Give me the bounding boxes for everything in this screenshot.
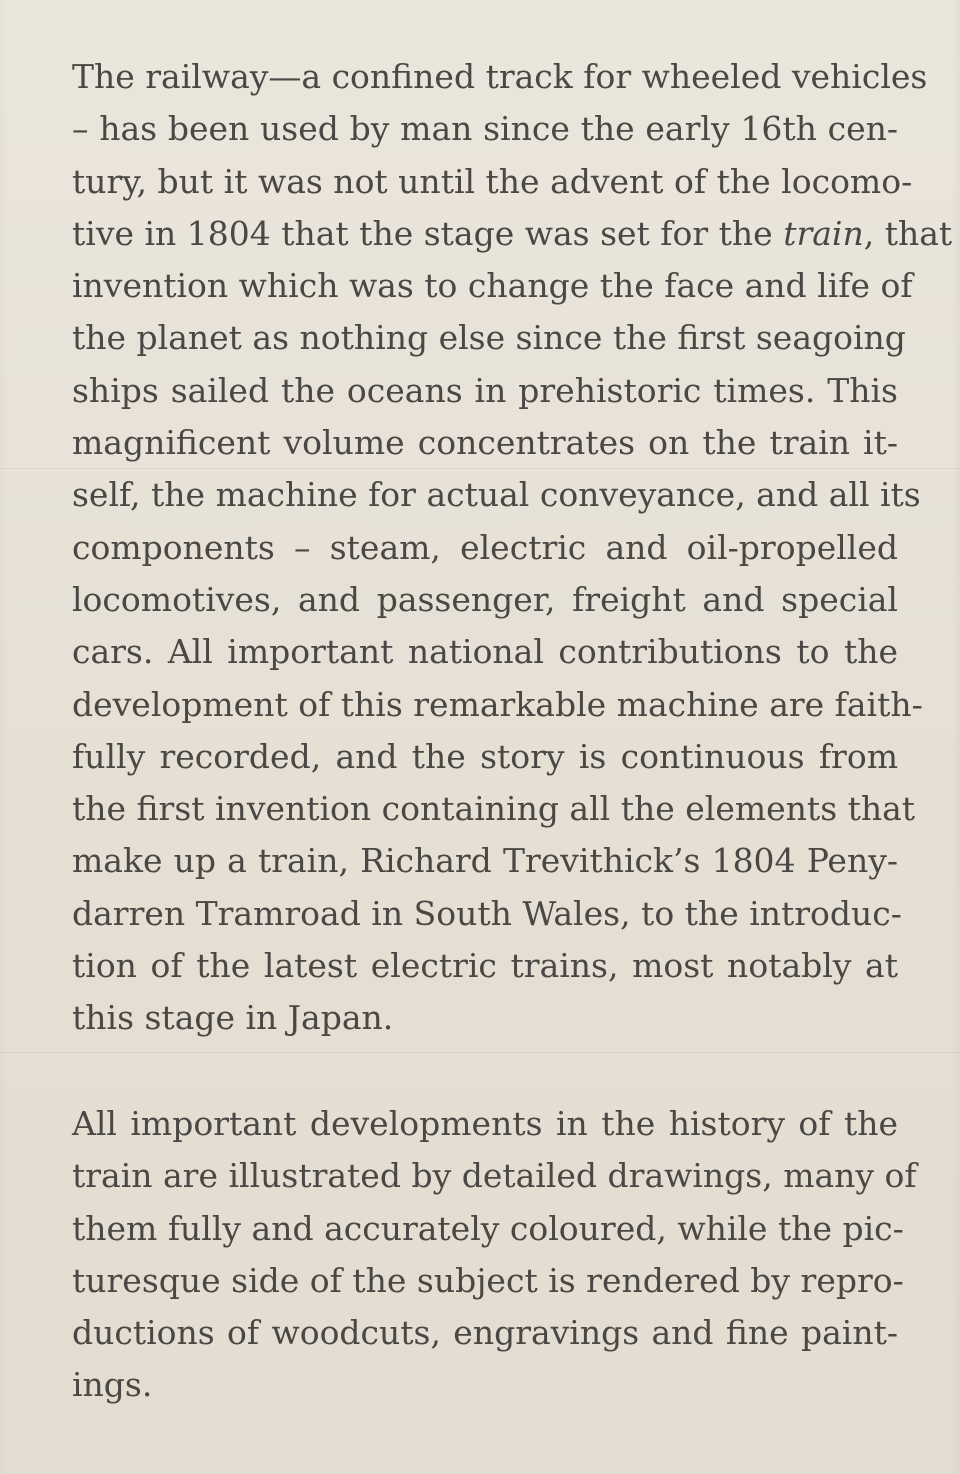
paragraph-1 [72, 51, 953, 1045]
text-segment: , that [863, 213, 953, 253]
text-line: The railway—a confined track for wheeled vehicles [72, 57, 928, 96]
text-line: ductions of woodcuts, engravings and fine paint- [72, 1313, 898, 1353]
text-line: self, the machine for actual conveyance, and all its [72, 475, 921, 515]
paper-crease [0, 1052, 960, 1053]
text-line: turesque side of the subject is rendered by repro- [72, 1260, 904, 1300]
text-line: – has been used by man since the early 16th cen- [72, 109, 898, 149]
text-line: the first invention containing all the elements that [72, 789, 916, 829]
text-line: train are illustrated by detailed drawings, many of [72, 1156, 917, 1196]
italic-word: train [783, 213, 864, 253]
text-line: cars. All important national contributions to the [72, 632, 898, 672]
text-line: magnificent volume concentrates on the train it- [72, 423, 898, 463]
text-line: locomotives, and passenger, freight and special [72, 579, 898, 619]
paragraph-2 [72, 1098, 917, 1412]
text-line: darren Tramroad in South Wales, to the introduc- [72, 893, 902, 933]
text-line: ings. [72, 1365, 153, 1405]
text-line-with-italic [72, 208, 953, 260]
text-line: this stage in Japan. [72, 998, 394, 1038]
text-line: tury, but it was not until the advent of the locomo- [72, 161, 913, 201]
text-line: them fully and accurately coloured, while the pic- [72, 1208, 904, 1248]
text-line: components – steam, electric and oil-propelled [72, 527, 898, 567]
text-line: All important developments in the history of the [72, 1104, 898, 1143]
text-line: fully recorded, and the story is continuous from [72, 736, 898, 776]
text-line: ships sailed the oceans in prehistoric times. This [72, 370, 898, 410]
text-line: tion of the latest electric trains, most notably at [72, 946, 898, 986]
text-line: the planet as nothing else since the first seagoing [72, 318, 906, 358]
text-line: make up a train, Richard Trevithick’s 1804 Peny- [72, 841, 898, 881]
text-segment: tive in 1804 that the stage was set for the [72, 213, 784, 253]
text-line: invention which was to change the face and life of [72, 266, 913, 306]
text-line: development of this remarkable machine are faith- [72, 684, 923, 724]
